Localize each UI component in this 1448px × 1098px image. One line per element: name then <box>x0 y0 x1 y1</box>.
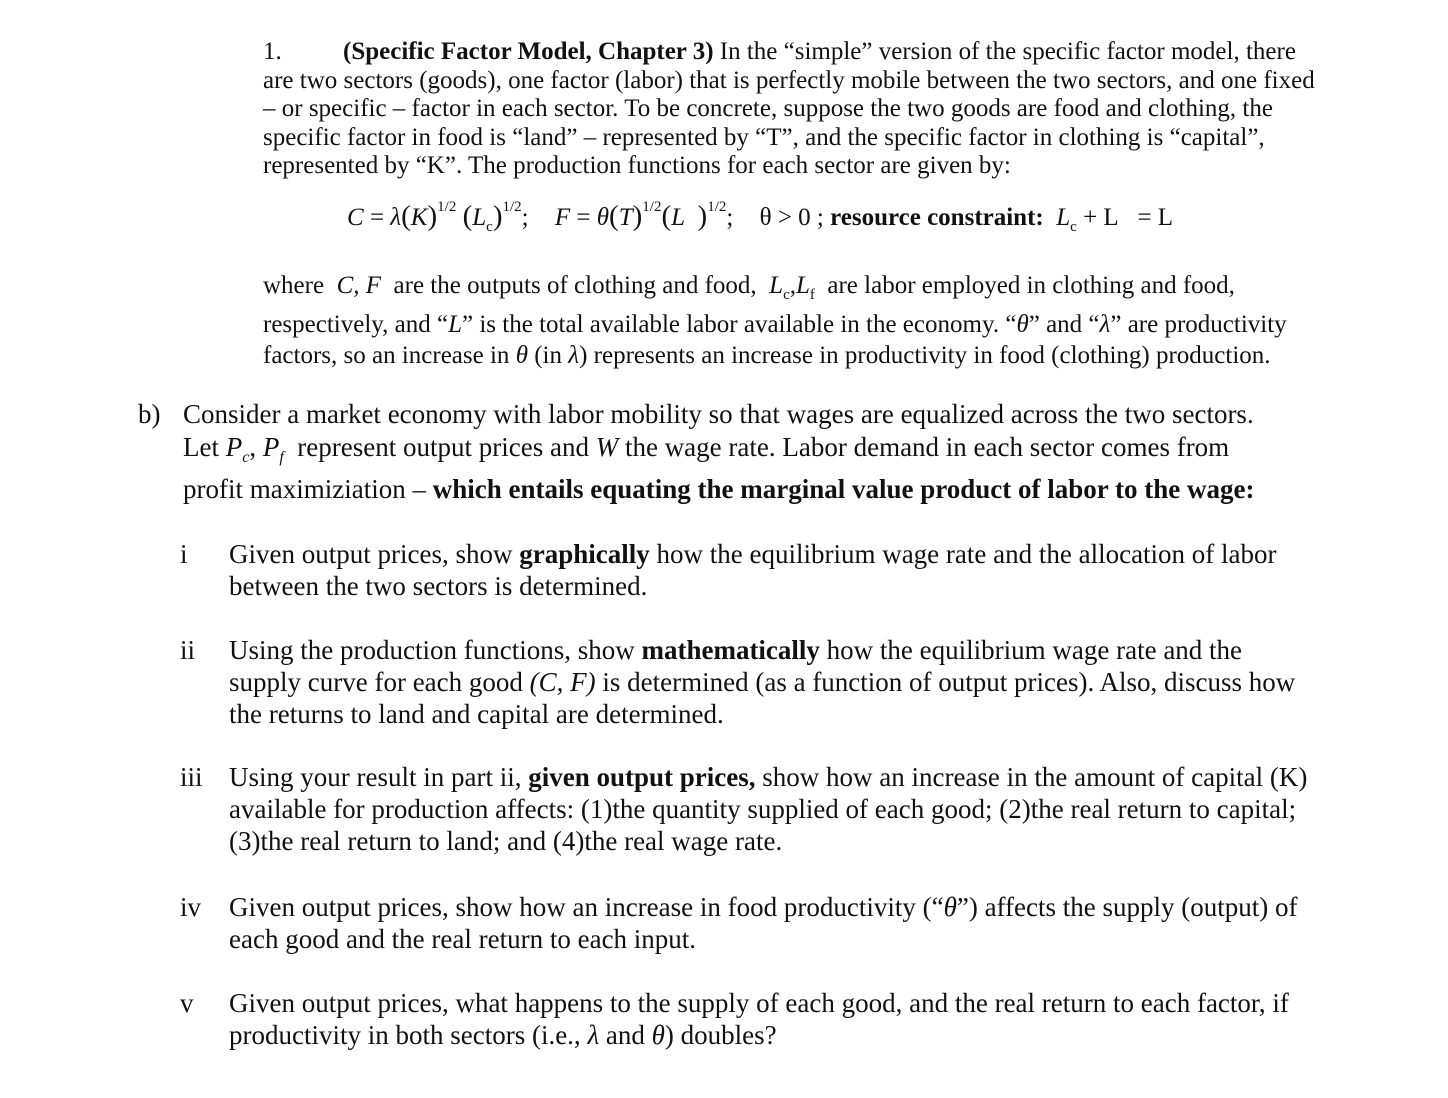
where-lambda: λ <box>568 342 580 369</box>
eq-exponent: 1/2 <box>707 199 727 215</box>
item-bold: mathematically <box>641 635 820 665</box>
where-output-vars: C, F <box>336 272 382 299</box>
item-label: ii <box>180 635 196 665</box>
part-b <box>138 398 1318 506</box>
item-label: i <box>180 539 188 569</box>
item-text: show how an increase in the amount of capital (K) available for production affects: (1)the quantity supplied of each good; (2)the real return to capital; (3)the real return to land; and (4)the real wage rate. <box>229 762 1308 856</box>
variable-definitions <box>263 270 1343 371</box>
item-text: Using your result in part ii, <box>229 762 522 792</box>
rc-sum: + L <box>1083 204 1119 231</box>
price-sub-f: f <box>279 449 284 466</box>
where-theta: θ <box>1016 311 1029 338</box>
item-body <box>229 987 1320 1051</box>
item-label: iii <box>180 762 203 792</box>
eq-lambda: λ <box>390 204 402 231</box>
wage-var: W <box>595 432 619 462</box>
where-line-3 <box>263 340 1343 371</box>
where-text: ” is the total available labor available in the economy. “ <box>462 311 1017 338</box>
sub-question-iii <box>180 761 1320 857</box>
part-b-text: the wage rate. Labor demand in each sector comes from <box>624 432 1230 462</box>
eq-exponent: 1/2 <box>642 199 662 215</box>
item-text: how the equilibrium wage rate and the supply curve for each good <box>229 635 1243 697</box>
item-vars: (C, F) <box>529 667 596 697</box>
where-text: factors, so an increase in <box>263 342 510 369</box>
price-sub-c: c <box>242 449 250 466</box>
part-b-line-3 <box>183 473 1318 506</box>
question-1-intro <box>263 38 1323 181</box>
item-bold: graphically <box>519 539 650 569</box>
item-text: Given output prices, show <box>229 539 513 569</box>
where-sub-c: c <box>783 287 790 303</box>
where-text: ” and “ <box>1028 311 1100 338</box>
part-b-bold-text: which entails equating the marginal value product of labor to the wage: <box>432 474 1255 504</box>
where-text: (in <box>534 342 562 369</box>
part-b-body <box>183 398 1318 506</box>
eq-food-output: F <box>554 204 571 231</box>
eq-exponent: 1/2 <box>437 199 457 215</box>
item-bold: given output prices, <box>528 762 756 792</box>
item-body <box>229 538 1320 602</box>
item-symbol: λ <box>587 1020 600 1050</box>
rc-labor-clothing: L <box>1056 204 1071 231</box>
part-b-line-2: Let $P_c$, $P_f$ represent output prices and W the wage rate. Labor demand in each sector comes from <box>183 432 1230 466</box>
eq-theta: θ <box>596 204 610 231</box>
eq-exponent: 1/2 <box>502 199 522 215</box>
item-text: ”) affects the supply (output) of each good and the real return to each input. <box>229 892 1298 954</box>
part-b-label: b) <box>138 399 161 429</box>
production-functions-equation: $C = \lambda(K)^{1/2}$ $(L_c)^{1/2}$; $F = \theta(T)^{1/2}(L$ )$^{1/2}$; θ > 0 ; resource constraint: $L_c + L$ = L <box>347 199 1174 235</box>
where-word: where <box>263 272 325 299</box>
eq-sub-c: c <box>486 219 493 235</box>
sub-question-v <box>180 987 1320 1051</box>
item-text: and <box>605 1020 645 1050</box>
part-b-text: represent output prices and <box>297 432 589 462</box>
eq-land: T <box>618 204 633 231</box>
eq-clothing-output: C <box>347 204 364 231</box>
where-line-2 <box>263 309 1343 340</box>
question-heading: (Specific Factor Model, Chapter 3) <box>343 38 714 65</box>
item-text: ) doubles? <box>664 1020 777 1050</box>
sub-question-i <box>180 538 1320 602</box>
part-b-text: profit maximiziation – <box>183 474 426 504</box>
item-text: is determined (as a function of output prices). Also, discuss how the returns to land and capital are determined. <box>229 667 1296 729</box>
eq-theta-condition: θ > 0 ; <box>759 204 824 231</box>
part-b-line-1: Consider a market economy with labor mobility so that wages are equalized across the two sectors. <box>183 399 1254 429</box>
item-label: iv <box>180 892 202 922</box>
where-text: ) represents an increase in productivity in food (clothing) production. <box>579 342 1271 369</box>
item-body <box>229 761 1320 857</box>
price-var: P <box>262 432 280 462</box>
where-theta: θ <box>515 342 528 369</box>
item-symbol: θ <box>943 892 957 922</box>
item-body <box>229 891 1320 955</box>
where-text: respectively, and “ <box>263 311 449 338</box>
question-text: In the “simple” version of the specific factor model, there are two sectors (goods), one factor (labor) that is perfectly mobile between the two sectors, and one fixed – or specific – factor in each sector. To be concrete, suppose the two goods are food and clothing, the specific factor in food is “land” – represented by “T”, and the specific factor in clothing is “capital”, represented by “K”. The production functions for each sector are given by: <box>263 38 1315 179</box>
rc-sub-c: c <box>1070 219 1077 235</box>
sub-question-iv <box>180 891 1320 955</box>
where-line-1: where C, F are the outputs of clothing and food, $L_c,L_f$ are labor employed in clothing and food, <box>263 272 1235 303</box>
where-output-desc: are the outputs of clothing and food, <box>393 272 757 299</box>
item-label: v <box>180 988 194 1018</box>
where-text: ” are productivity <box>1110 311 1287 338</box>
price-var: P <box>225 432 243 462</box>
where-lambda: λ <box>1099 311 1111 338</box>
item-text: how the equilibrium wage rate and the allocation of labor between the two sectors is determined. <box>229 539 1277 601</box>
item-text: Given output prices, show how an increase in food productivity (“ <box>229 892 944 922</box>
where-labor-var: L <box>795 272 810 299</box>
rc-total: = L <box>1137 204 1174 231</box>
item-text: Given output prices, what happens to the supply of each good, and the real return to each factor, if productivity in both sectors (i.e., <box>229 988 1289 1050</box>
where-total-labor: L <box>448 311 463 338</box>
eq-labor-food: L <box>671 204 686 231</box>
where-labor-var: L <box>769 272 784 299</box>
item-body <box>229 634 1320 730</box>
sub-question-ii <box>180 634 1320 730</box>
part-b-text: Let <box>183 432 219 462</box>
where-labor-desc: are labor employed in clothing and food, <box>827 272 1235 299</box>
eq-labor-clothing: L <box>472 204 487 231</box>
item-symbol: θ <box>651 1020 665 1050</box>
eq-capital: K <box>410 204 428 231</box>
resource-constraint-label: resource constraint: <box>830 204 1044 231</box>
item-text: Using the production functions, show <box>229 635 635 665</box>
question-number: 1. <box>263 38 282 65</box>
where-sub-f: f <box>809 287 815 303</box>
